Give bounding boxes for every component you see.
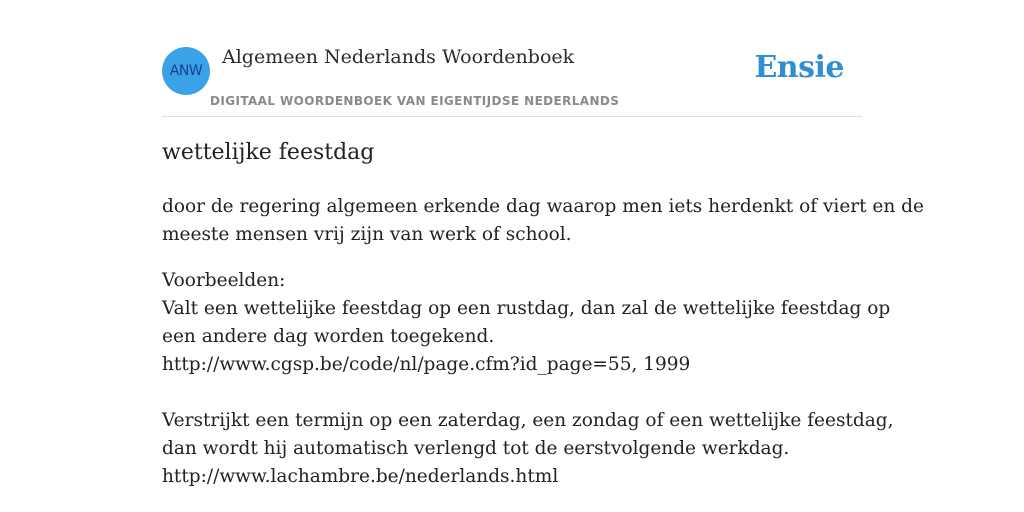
definition (162, 193, 924, 249)
example-source: http://www.cgsp.be/code/nl/page.cfm?id_page=55, 1999 (162, 354, 691, 375)
example-text-line: Valt een wettelijke feestdag op een rustdag, dan zal de wettelijke feestdag op (162, 298, 891, 319)
site-header (162, 0, 862, 117)
dictionary-title[interactable]: Algemeen Nederlands Woordenboek (222, 46, 575, 68)
definition-line: meeste mensen vrij zijn van werk of school. (162, 224, 572, 245)
examples-section (162, 267, 894, 491)
page (162, 0, 924, 487)
anw-logo-text: ANW (169, 63, 203, 79)
anw-logo[interactable] (162, 47, 210, 95)
ensie-brand-logo[interactable]: Ensie (754, 50, 844, 85)
example-text-line: dan wordt hij automatisch verlengd tot de eerstvolgende werkdag. (162, 438, 790, 459)
example-text-line: een andere dag worden toegekend. (162, 326, 495, 347)
example-text-line: Verstrijkt een termijn op een zaterdag, een zondag of een wettelijke feestdag, (162, 410, 894, 431)
example-spacer (162, 379, 862, 407)
examples-label: Voorbeelden: (162, 270, 286, 291)
page-title: wettelijke feestdag (162, 140, 375, 165)
example-source: http://www.lachambre.be/nederlands.html (162, 466, 559, 487)
definition-line: door de regering algemeen erkende dag waarop men iets herdenkt of viert en de (162, 196, 924, 217)
dictionary-subtitle: DIGITAAL WOORDENBOEK VAN EIGENTIJDSE NEDERLANDS (210, 94, 620, 108)
